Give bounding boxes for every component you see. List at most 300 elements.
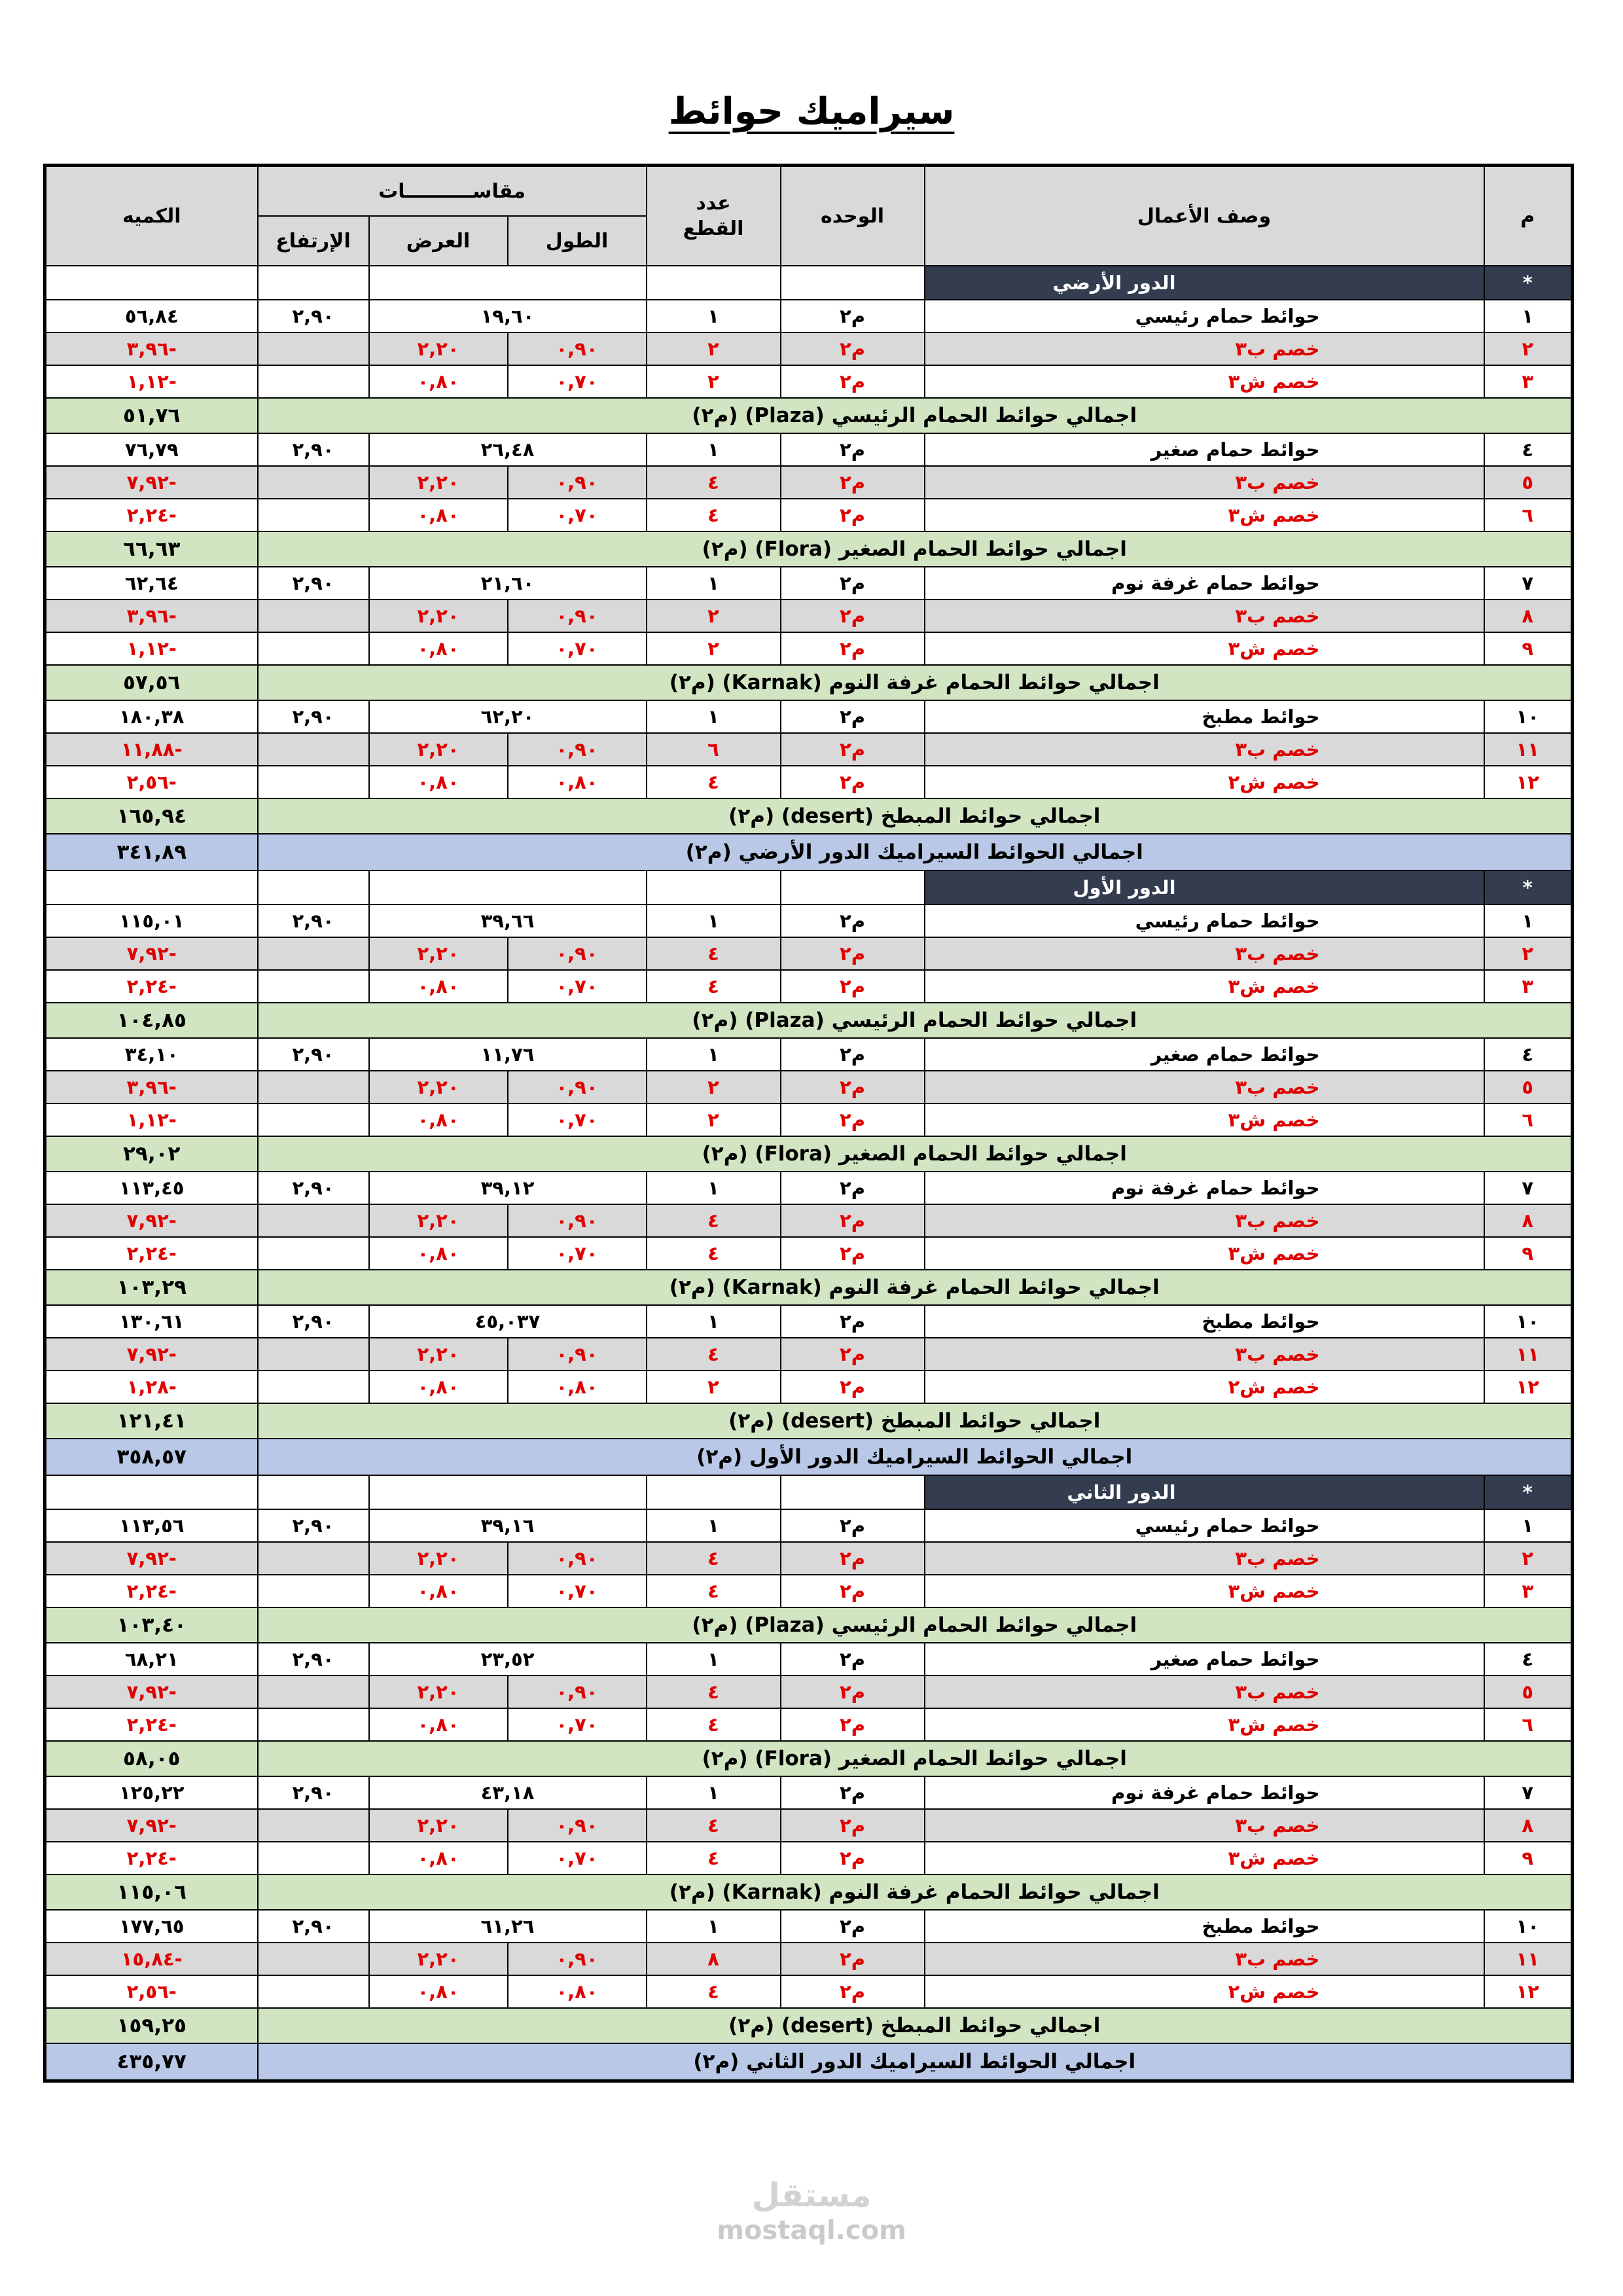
quantity-cell: -١,١٢ (45, 1103, 258, 1136)
width-cell: ٢,٢٠ (369, 1676, 508, 1708)
quantity-cell: -٧,٩٢ (45, 1809, 258, 1842)
table-row (45, 433, 1573, 466)
height-cell (258, 1575, 369, 1607)
description-cell: حوائط حمام غرفة نوم (925, 1172, 1484, 1204)
quantity-cell: ١٧٧,٦٥ (45, 1910, 258, 1943)
height-cell: ٢,٩٠ (258, 300, 369, 332)
height-cell: ٢,٩٠ (258, 905, 369, 937)
index-cell: ١٢ (1484, 766, 1573, 798)
group-total-quantity: ١١٥,٠٦ (45, 1874, 258, 1910)
group-total-label: اجمالي حوائط الحمام الرئيسي (Plaza) (م٢) (258, 1003, 1573, 1038)
floor-name: الدور الأول (925, 870, 1484, 905)
group-total-quantity: ١٦٥,٩٤ (45, 798, 258, 834)
watermark-logo: مستقل (751, 2176, 872, 2214)
description-cell: خصم ب٣ (925, 1676, 1484, 1708)
length-width-cell: ٤٥,٠٣٧ (369, 1305, 647, 1338)
table-row (45, 1237, 1573, 1270)
pieces-cell: ٤ (647, 1809, 781, 1842)
pieces-cell: ١ (647, 300, 781, 332)
table-row (45, 766, 1573, 798)
index-cell: ١٠ (1484, 1910, 1573, 1943)
quantity-cell: -١,٢٨ (45, 1371, 258, 1403)
length-cell: ٠,٩٠ (508, 1204, 647, 1237)
index-cell: ٤ (1484, 1643, 1573, 1676)
unit-cell: م٢ (781, 1809, 925, 1842)
width-cell: ٢,٢٠ (369, 733, 508, 766)
width-cell: ٠,٨٠ (369, 766, 508, 798)
length-cell: ٠,٩٠ (508, 937, 647, 970)
description-cell: خصم ش٢ (925, 766, 1484, 798)
height-cell (258, 1071, 369, 1103)
header-height: الإرتفاع (258, 216, 369, 266)
table-row (45, 1305, 1573, 1338)
floor-total-label: اجمالي الحوائط السيراميك الدور الثاني (م٢) (258, 2043, 1573, 2081)
pieces-cell: ١ (647, 1910, 781, 1943)
floor-empty-cell (781, 266, 925, 300)
length-width-cell: ٢١,٦٠ (369, 567, 647, 600)
description-cell: حوائط حمام غرفة نوم (925, 567, 1484, 600)
group-total-row (45, 531, 1573, 567)
index-cell: ٨ (1484, 600, 1573, 632)
quantity-cell: -٢,٢٤ (45, 1237, 258, 1270)
group-total-label: اجمالي حوائط الحمام غرفة النوم (Karnak) (م٢) (258, 665, 1573, 700)
description-cell: خصم ب٣ (925, 1204, 1484, 1237)
unit-cell: م٢ (781, 1575, 925, 1607)
index-cell: ١٠ (1484, 1305, 1573, 1338)
table-row (45, 1910, 1573, 1943)
quantity-cell: ١١٥,٠١ (45, 905, 258, 937)
group-total-row (45, 1741, 1573, 1776)
description-cell: حوائط حمام صغير (925, 1038, 1484, 1071)
pieces-cell: ٤ (647, 499, 781, 531)
pieces-cell: ١ (647, 1172, 781, 1204)
index-cell: ٢ (1484, 1542, 1573, 1575)
description-cell: خصم ب٣ (925, 466, 1484, 499)
height-cell (258, 1237, 369, 1270)
table-row (45, 365, 1573, 398)
pieces-cell: ٤ (647, 466, 781, 499)
pieces-cell: ٤ (647, 1842, 781, 1874)
group-total-label: اجمالي حوائط الحمام الصغير (Flora) (م٢) (258, 1741, 1573, 1776)
group-total-row (45, 1003, 1573, 1038)
table-row (45, 905, 1573, 937)
table-row (45, 1575, 1573, 1607)
index-cell: ٣ (1484, 970, 1573, 1003)
index-cell: ٢ (1484, 332, 1573, 365)
unit-cell: م٢ (781, 1038, 925, 1071)
length-width-cell: ٦١,٢٦ (369, 1910, 647, 1943)
quantity-cell: ٧٦,٧٩ (45, 433, 258, 466)
pieces-cell: ١ (647, 905, 781, 937)
group-total-row (45, 1403, 1573, 1439)
header-index: م (1484, 166, 1573, 266)
quantity-cell: -٧,٩٢ (45, 1204, 258, 1237)
group-total-label: اجمالي حوائط الحمام الصغير (Flora) (م٢) (258, 1136, 1573, 1172)
pieces-cell: ١ (647, 1038, 781, 1071)
header-unit: الوحده (781, 166, 925, 266)
pieces-cell: ٦ (647, 733, 781, 766)
length-cell: ٠,٧٠ (508, 1708, 647, 1741)
quantity-cell: -١,١٢ (45, 632, 258, 665)
description-cell: حوائط حمام صغير (925, 433, 1484, 466)
floor-empty-cell (258, 870, 369, 905)
unit-cell: م٢ (781, 970, 925, 1003)
description-cell: خصم ش٣ (925, 970, 1484, 1003)
quantity-cell: -٣,٩٦ (45, 332, 258, 365)
pieces-cell: ٢ (647, 1071, 781, 1103)
floor-total-row (45, 834, 1573, 870)
group-total-quantity: ١٠٣,٤٠ (45, 1607, 258, 1643)
height-cell (258, 1371, 369, 1403)
description-cell: خصم ب٣ (925, 733, 1484, 766)
floor-empty-cell (369, 1475, 647, 1509)
table-row (45, 1038, 1573, 1071)
description-cell: خصم ب٣ (925, 1943, 1484, 1975)
description-cell: خصم ش٣ (925, 1575, 1484, 1607)
width-cell: ٢,٢٠ (369, 600, 508, 632)
group-total-label: اجمالي حوائط المبطخ (desert) (م٢) (258, 2008, 1573, 2043)
floor-empty-cell (647, 266, 781, 300)
quantity-cell: -١١,٨٨ (45, 733, 258, 766)
index-cell: ١١ (1484, 1338, 1573, 1371)
unit-cell: م٢ (781, 466, 925, 499)
index-cell: ١١ (1484, 733, 1573, 766)
length-width-cell: ١١,٧٦ (369, 1038, 647, 1071)
length-cell: ٠,٧٠ (508, 1575, 647, 1607)
floor-total-quantity: ٤٣٥,٧٧ (45, 2043, 258, 2081)
description-cell: خصم ش٣ (925, 1237, 1484, 1270)
quantities-table (43, 164, 1574, 2083)
table-row (45, 632, 1573, 665)
header-pieces: عدد القطع (647, 166, 781, 266)
unit-cell: م٢ (781, 1943, 925, 1975)
quantity-cell: -٢,٥٦ (45, 1975, 258, 2008)
pieces-cell: ٤ (647, 937, 781, 970)
table-row (45, 700, 1573, 733)
description-cell: خصم ش٣ (925, 1708, 1484, 1741)
length-width-cell: ١٩,٦٠ (369, 300, 647, 332)
unit-cell: م٢ (781, 766, 925, 798)
length-cell: ٠,٧٠ (508, 1103, 647, 1136)
index-cell: ٧ (1484, 1172, 1573, 1204)
group-total-quantity: ٦٦,٦٣ (45, 531, 258, 567)
index-cell: ٤ (1484, 1038, 1573, 1071)
group-total-quantity: ١٢١,٤١ (45, 1403, 258, 1439)
index-cell: ٦ (1484, 1708, 1573, 1741)
floor-empty-cell (647, 870, 781, 905)
description-cell: خصم ش٣ (925, 499, 1484, 531)
length-width-cell: ٣٩,١٢ (369, 1172, 647, 1204)
pieces-cell: ٤ (647, 1338, 781, 1371)
unit-cell: م٢ (781, 1371, 925, 1403)
table-row (45, 1643, 1573, 1676)
height-cell (258, 365, 369, 398)
index-cell: ٨ (1484, 1204, 1573, 1237)
unit-cell: م٢ (781, 1338, 925, 1371)
floor-star: * (1484, 870, 1573, 905)
length-cell: ٠,٩٠ (508, 332, 647, 365)
length-width-cell: ٤٣,١٨ (369, 1776, 647, 1809)
quantity-cell: ١٣٠,٦١ (45, 1305, 258, 1338)
floor-header-row (45, 266, 1573, 300)
floor-empty-cell (258, 266, 369, 300)
pieces-cell: ٤ (647, 1237, 781, 1270)
group-total-label: اجمالي حوائط الحمام الصغير (Flora) (م٢) (258, 531, 1573, 567)
quantity-cell: -٧,٩٢ (45, 937, 258, 970)
height-cell: ٢,٩٠ (258, 700, 369, 733)
pieces-cell: ٤ (647, 1676, 781, 1708)
quantity-cell: ٦٨,٢١ (45, 1643, 258, 1676)
index-cell: ١ (1484, 1509, 1573, 1542)
index-cell: ١٢ (1484, 1371, 1573, 1403)
unit-cell: م٢ (781, 1676, 925, 1708)
group-total-row (45, 1607, 1573, 1643)
pieces-cell: ١ (647, 567, 781, 600)
floor-empty-cell (647, 1475, 781, 1509)
unit-cell: م٢ (781, 499, 925, 531)
pieces-cell: ١ (647, 1776, 781, 1809)
floor-empty-cell (369, 870, 647, 905)
length-width-cell: ٦٢,٢٠ (369, 700, 647, 733)
quantity-cell: ١١٣,٥٦ (45, 1509, 258, 1542)
pieces-cell: ١ (647, 1509, 781, 1542)
quantity-cell: ١٢٥,٢٢ (45, 1776, 258, 1809)
unit-cell: م٢ (781, 1237, 925, 1270)
height-cell (258, 1943, 369, 1975)
pieces-cell: ١ (647, 1305, 781, 1338)
width-cell: ٢,٢٠ (369, 1204, 508, 1237)
description-cell: خصم ب٣ (925, 937, 1484, 970)
height-cell (258, 1204, 369, 1237)
description-cell: خصم ش٣ (925, 365, 1484, 398)
width-cell: ٢,٢٠ (369, 1338, 508, 1371)
length-cell: ٠,٧٠ (508, 632, 647, 665)
length-width-cell: ٣٩,١٦ (369, 1509, 647, 1542)
pieces-cell: ٢ (647, 632, 781, 665)
floor-empty-cell (781, 870, 925, 905)
length-width-cell: ٢٣,٥٢ (369, 1643, 647, 1676)
table-row (45, 1172, 1573, 1204)
length-cell: ٠,٩٠ (508, 733, 647, 766)
quantity-cell: -٢,٢٤ (45, 970, 258, 1003)
description-cell: حوائط حمام رئيسي (925, 1509, 1484, 1542)
floor-total-quantity: ٣٥٨,٥٧ (45, 1439, 258, 1475)
width-cell: ٢,٢٠ (369, 937, 508, 970)
unit-cell: م٢ (781, 1172, 925, 1204)
height-cell (258, 970, 369, 1003)
pieces-cell: ١ (647, 700, 781, 733)
unit-cell: م٢ (781, 1204, 925, 1237)
table-row (45, 600, 1573, 632)
index-cell: ٥ (1484, 1676, 1573, 1708)
table-row (45, 1103, 1573, 1136)
unit-cell: م٢ (781, 1305, 925, 1338)
unit-cell: م٢ (781, 1910, 925, 1943)
index-cell: ٧ (1484, 567, 1573, 600)
floor-header-row (45, 870, 1573, 905)
height-cell (258, 937, 369, 970)
index-cell: ٦ (1484, 499, 1573, 531)
index-cell: ٩ (1484, 1842, 1573, 1874)
height-cell (258, 1542, 369, 1575)
description-cell: خصم ش٢ (925, 1975, 1484, 2008)
group-total-quantity: ١٠٤,٨٥ (45, 1003, 258, 1038)
watermark-url: mostaql.com (717, 2215, 906, 2246)
width-cell: ٢,٢٠ (369, 1071, 508, 1103)
width-cell: ٠,٨٠ (369, 632, 508, 665)
floor-empty-cell (45, 266, 258, 300)
quantity-cell: ٦٢,٦٤ (45, 567, 258, 600)
floor-header-row (45, 1475, 1573, 1509)
index-cell: ١ (1484, 300, 1573, 332)
quantity-cell: -١,١٢ (45, 365, 258, 398)
quantity-cell: ٣٤,١٠ (45, 1038, 258, 1071)
header-width: العرض (369, 216, 508, 266)
floor-star: * (1484, 266, 1573, 300)
pieces-cell: ٤ (647, 1975, 781, 2008)
group-total-row (45, 1270, 1573, 1305)
width-cell: ٢,٢٠ (369, 466, 508, 499)
width-cell: ٢,٢٠ (369, 1809, 508, 1842)
height-cell (258, 600, 369, 632)
floor-total-quantity: ٣٤١,٨٩ (45, 834, 258, 870)
table-row (45, 1542, 1573, 1575)
group-total-label: اجمالي حوائط الحمام الرئيسي (Plaza) (م٢) (258, 398, 1573, 433)
description-cell: حوائط حمام غرفة نوم (925, 1776, 1484, 1809)
group-total-row (45, 798, 1573, 834)
floor-total-label: اجمالي الحوائط السيراميك الدور الأول (م٢) (258, 1439, 1573, 1475)
index-cell: ٧ (1484, 1776, 1573, 1809)
header-length: الطول (508, 216, 647, 266)
group-total-row (45, 2008, 1573, 2043)
unit-cell: م٢ (781, 700, 925, 733)
height-cell (258, 632, 369, 665)
index-cell: ٦ (1484, 1103, 1573, 1136)
quantity-cell: -٧,٩٢ (45, 466, 258, 499)
unit-cell: م٢ (781, 1708, 925, 1741)
width-cell: ٢,٢٠ (369, 1542, 508, 1575)
unit-cell: م٢ (781, 1975, 925, 2008)
height-cell (258, 733, 369, 766)
group-total-label: اجمالي حوائط المبطخ (desert) (م٢) (258, 798, 1573, 834)
index-cell: ٩ (1484, 632, 1573, 665)
unit-cell: م٢ (781, 1842, 925, 1874)
table-row (45, 1509, 1573, 1542)
table-row (45, 1975, 1573, 2008)
length-cell: ٠,٩٠ (508, 1943, 647, 1975)
length-cell: ٠,٨٠ (508, 766, 647, 798)
quantity-cell: -٧,٩٢ (45, 1676, 258, 1708)
pieces-cell: ٤ (647, 1575, 781, 1607)
unit-cell: م٢ (781, 937, 925, 970)
table-body (45, 266, 1573, 2081)
index-cell: ٨ (1484, 1809, 1573, 1842)
unit-cell: م٢ (781, 1071, 925, 1103)
quantity-cell: -٣,٩٦ (45, 600, 258, 632)
pieces-cell: ٢ (647, 1103, 781, 1136)
description-cell: خصم ب٣ (925, 600, 1484, 632)
table-row (45, 1708, 1573, 1741)
description-cell: خصم ب٣ (925, 1338, 1484, 1371)
height-cell: ٢,٩٠ (258, 1172, 369, 1204)
table-row (45, 1676, 1573, 1708)
index-cell: ١ (1484, 905, 1573, 937)
table-row (45, 1371, 1573, 1403)
pieces-cell: ٢ (647, 332, 781, 365)
index-cell: ١٢ (1484, 1975, 1573, 2008)
header-dimensions: مقاســــــــــات (258, 166, 647, 217)
index-cell: ٩ (1484, 1237, 1573, 1270)
length-cell: ٠,٩٠ (508, 1338, 647, 1371)
length-cell: ٠,٨٠ (508, 1975, 647, 2008)
quantity-cell: -٢,٢٤ (45, 1708, 258, 1741)
group-total-row (45, 398, 1573, 433)
floor-empty-cell (781, 1475, 925, 1509)
height-cell: ٢,٩٠ (258, 567, 369, 600)
quantity-cell: ٥٦,٨٤ (45, 300, 258, 332)
length-cell: ٠,٩٠ (508, 1071, 647, 1103)
quantity-cell: ١٨٠,٣٨ (45, 700, 258, 733)
description-cell: حوائط مطبخ (925, 1910, 1484, 1943)
height-cell (258, 332, 369, 365)
quantity-cell: -٣,٩٦ (45, 1071, 258, 1103)
table-row (45, 1943, 1573, 1975)
index-cell: ٥ (1484, 1071, 1573, 1103)
page-title-wrap (0, 90, 1623, 133)
description-cell: خصم ش٣ (925, 632, 1484, 665)
table-row (45, 970, 1573, 1003)
height-cell (258, 1842, 369, 1874)
floor-star: * (1484, 1475, 1573, 1509)
pieces-cell: ١ (647, 1643, 781, 1676)
length-cell: ٠,٧٠ (508, 970, 647, 1003)
pieces-cell: ٤ (647, 1542, 781, 1575)
header-quantity: الكميه (45, 166, 258, 266)
group-total-quantity: ٥٨,٠٥ (45, 1741, 258, 1776)
header-row-1 (45, 166, 1573, 217)
width-cell: ٠,٨٠ (369, 1708, 508, 1741)
length-cell: ٠,٩٠ (508, 1809, 647, 1842)
group-total-label: اجمالي حوائط الحمام الرئيسي (Plaza) (م٢) (258, 1607, 1573, 1643)
quantity-cell: -٧,٩٢ (45, 1542, 258, 1575)
pieces-cell: ٤ (647, 766, 781, 798)
height-cell (258, 1708, 369, 1741)
group-total-row (45, 1136, 1573, 1172)
group-total-row (45, 665, 1573, 700)
width-cell: ٠,٨٠ (369, 1842, 508, 1874)
table-row (45, 1204, 1573, 1237)
table-row (45, 567, 1573, 600)
height-cell (258, 766, 369, 798)
description-cell: خصم ش٣ (925, 1842, 1484, 1874)
height-cell (258, 1103, 369, 1136)
floor-empty-cell (45, 1475, 258, 1509)
pieces-cell: ٢ (647, 1371, 781, 1403)
floor-name: الدور الأرضي (925, 266, 1484, 300)
width-cell: ٠,٨٠ (369, 970, 508, 1003)
height-cell: ٢,٩٠ (258, 1910, 369, 1943)
unit-cell: م٢ (781, 632, 925, 665)
description-cell: خصم ش٢ (925, 1371, 1484, 1403)
unit-cell: م٢ (781, 332, 925, 365)
length-cell: ٠,٧٠ (508, 1842, 647, 1874)
quantity-cell: -٢,٢٤ (45, 1842, 258, 1874)
header-description: وصف الأعمال (925, 166, 1484, 266)
index-cell: ٤ (1484, 433, 1573, 466)
unit-cell: م٢ (781, 433, 925, 466)
index-cell: ٥ (1484, 466, 1573, 499)
height-cell: ٢,٩٠ (258, 1305, 369, 1338)
